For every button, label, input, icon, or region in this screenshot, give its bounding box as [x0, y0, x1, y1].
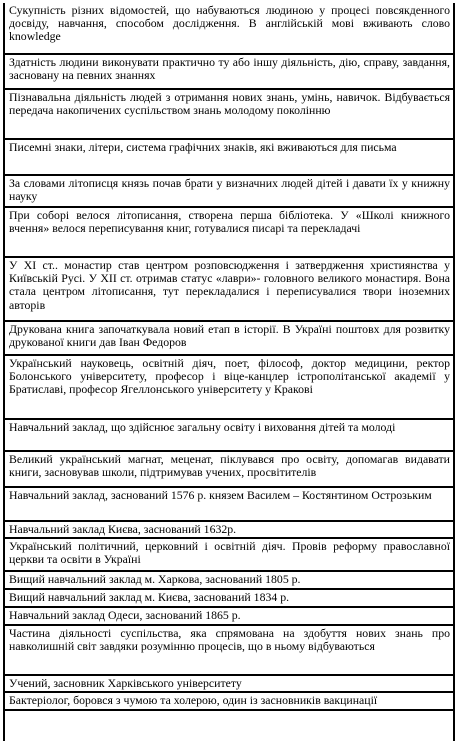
definition-row: Навчальний заклад Одеси, заснований 1865 р. [5, 606, 453, 624]
definition-row: Писемні знаки, літери, система графічних знаків, які вживаються для письма [5, 138, 453, 174]
definition-row: Учений, засновник Харківського університету [5, 674, 453, 691]
definition-row: Навчальний заклад, заснований 1576 р. князем Василем – Костянтином Острозьким [5, 486, 453, 520]
definition-row: Український політичний, церковний і освітній діяч. Провів реформу православної церкви та освіти в Україні [5, 537, 453, 570]
definition-row: Пізнавальна діяльність людей з отримання нових знань, умінь, навичок. Відбувається передача накопичених суспільством знань молодому поколінню [5, 88, 453, 138]
definition-row: Український науковець, освітній діяч, поет, філософ, доктор медицини, ректор Болонського університету, професор і віце-канцлер істрополітанської академії у Братиславі, професор Ягеллонського університету у Кракові [5, 354, 453, 418]
definition-row: Вищий навчальний заклад м. Харкова, заснований 1805 р. [5, 570, 453, 588]
definition-row: Сукупність різних відомостей, що набуваються людиною у процесі повсякденного досвіду, навчання, способом дослідження. В англійській мові вживають слово knowledge [9, 3, 450, 44]
definition-row: Навчальний заклад, що здійснює загальну освіту і виховання дітей та молоді [5, 418, 453, 450]
definition-row: Здатність людини виконувати практично ту або іншу діяльність, дію, справу, завдання, засновану на певних знаннях [5, 53, 453, 88]
definitions-table [3, 3, 455, 741]
definition-row: За словами літописця князь почав брати у визначних людей дітей і давати їх у книжну науку [5, 174, 453, 206]
definition-row: Навчальний заклад Києва, заснований 1632р. [5, 520, 453, 537]
definition-row: При соборі велося літописання, створена перша бібліотека. У «Школі книжного вчення» велося переписування книг, готувалися писарі та перекладачі [5, 206, 453, 256]
definition-row: Великий український магнат, меценат, піклувався про освіту, допомагав видавати книги, засновував школи, підтримував учених, просвітителів [5, 450, 453, 486]
definition-row: Друкована книга започаткувала новий етап в історії. В Україні поштовх для розвитку друкованої книги дав Іван Федоров [5, 320, 453, 354]
definition-row: Частина діяльності суспільства, яка спрямована на здобуття нових знань про навколишній світ завдяки розумінню процесів, що в ньому відбуваються [5, 624, 453, 674]
definition-row: У XI ст.. монастир став центром розповсюдження і затвердження християнства у Київській Русі. У XII ст. отримав статус «лаври»- головного великого монастиря. Вона стала центром літописання, тут перекладалися і переписувалися твори іноземних авторів [5, 256, 453, 320]
definition-row: Бактеріолог, боровся з чумою та холерою, один із засновників вакцинації [5, 691, 453, 711]
definition-row: Вищий навчальний заклад м. Києва, заснований 1834 р. [5, 588, 453, 606]
